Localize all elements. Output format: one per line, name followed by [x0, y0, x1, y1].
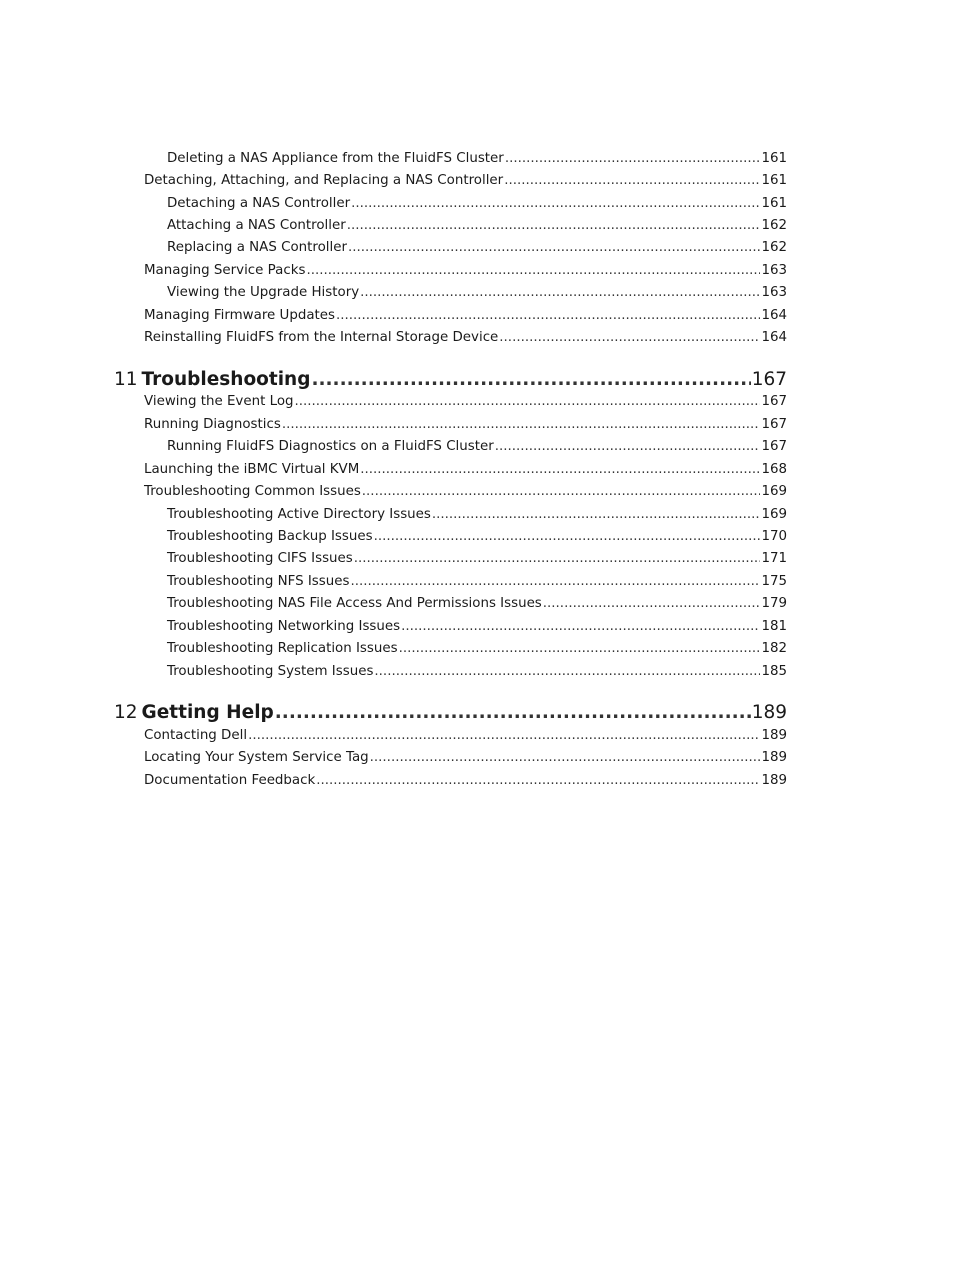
toc-page-number: 162 [761, 240, 787, 255]
toc-entry[interactable] [144, 484, 787, 499]
toc-entry-title: Contacting Dell [144, 728, 248, 743]
toc-entry[interactable] [144, 462, 787, 477]
toc-dot-leader [248, 728, 760, 743]
toc-entry[interactable] [167, 596, 787, 611]
toc-dot-leader [316, 773, 760, 788]
toc-dot-leader [362, 484, 761, 499]
toc-dot-leader [543, 596, 761, 611]
toc-page-number: 181 [761, 619, 787, 634]
toc-dot-leader [360, 462, 760, 477]
toc-dot-leader [336, 308, 760, 323]
toc-entry-title: Troubleshooting Active Directory Issues [167, 507, 431, 522]
toc-entry[interactable] [144, 394, 787, 409]
toc-dot-leader [311, 369, 750, 390]
toc-entry[interactable] [167, 619, 787, 634]
toc-dot-leader [399, 641, 761, 656]
toc-entry[interactable] [167, 151, 787, 166]
toc-entry[interactable] [167, 551, 787, 566]
toc-entry[interactable] [144, 773, 787, 788]
toc-page-number: 182 [761, 641, 787, 656]
toc-entry-title: Detaching a NAS Controller [167, 196, 351, 211]
toc-page-number: 167 [761, 394, 787, 409]
toc-entry[interactable] [144, 173, 787, 188]
toc-chapter-number: 11 [114, 369, 138, 390]
toc-dot-leader [275, 702, 751, 723]
toc-page-number: 167 [751, 369, 787, 390]
toc-page-number: 170 [761, 529, 787, 544]
toc-entry-title: Troubleshooting NAS File Access And Permissions Issues [167, 596, 542, 611]
toc-page-number: 169 [761, 507, 787, 522]
toc-dot-leader [360, 285, 760, 300]
toc-page-number: 189 [751, 702, 787, 723]
toc-page-number: 163 [761, 285, 787, 300]
toc-entry-title: Locating Your System Service Tag [144, 750, 369, 765]
toc-entry-title: Running FluidFS Diagnostics on a FluidFS Cluster [167, 439, 494, 454]
toc-chapter-entry[interactable] [114, 369, 787, 390]
toc-entry-title: Troubleshooting Networking Issues [167, 619, 401, 634]
toc-entry-title: Detaching, Attaching, and Replacing a NAS Controller [144, 173, 504, 188]
toc-entry[interactable] [167, 574, 787, 589]
toc-dot-leader [374, 529, 761, 544]
toc-entry-title: Getting Help [141, 702, 274, 723]
toc-entry-title: Launching the iBMC Virtual KVM [144, 462, 360, 477]
toc-entry[interactable] [167, 664, 787, 679]
toc-entry-title: Managing Service Packs [144, 263, 306, 278]
toc-page-number: 169 [761, 484, 787, 499]
toc-dot-leader [295, 394, 761, 409]
toc-chapter-entry[interactable] [114, 702, 787, 723]
toc-page-number: 162 [761, 218, 787, 233]
toc-dot-leader [374, 664, 760, 679]
toc-page-number: 168 [761, 462, 787, 477]
toc-dot-leader [505, 151, 761, 166]
toc-dot-leader [499, 330, 760, 345]
toc-page-number: 167 [761, 417, 787, 432]
toc-entry-title: Reinstalling FluidFS from the Internal Storage Device [144, 330, 499, 345]
toc-entry[interactable] [167, 285, 787, 300]
toc-entry-title: Troubleshooting NFS Issues [167, 574, 350, 589]
toc-entry[interactable] [167, 196, 787, 211]
toc-page-number: 185 [761, 664, 787, 679]
toc-entry[interactable] [144, 308, 787, 323]
toc-entry-title: Replacing a NAS Controller [167, 240, 347, 255]
toc-entry[interactable] [144, 263, 787, 278]
toc-entry-title: Troubleshooting Replication Issues [167, 641, 398, 656]
toc-entry-title: Viewing the Upgrade History [167, 285, 360, 300]
toc-entry[interactable] [167, 439, 787, 454]
toc-dot-leader [351, 196, 760, 211]
toc-page-number: 189 [761, 750, 787, 765]
toc-page-number: 164 [761, 308, 787, 323]
toc-entry-title: Attaching a NAS Controller [167, 218, 346, 233]
toc-dot-leader [282, 417, 761, 432]
toc-entry-title: Troubleshooting System Issues [167, 664, 374, 679]
toc-entry[interactable] [167, 240, 787, 255]
toc-dot-leader [306, 263, 760, 278]
toc-dot-leader [347, 218, 761, 233]
toc-page-number: 189 [761, 773, 787, 788]
toc-entry[interactable] [167, 641, 787, 656]
toc-page-number: 161 [761, 196, 787, 211]
toc-dot-leader [348, 240, 760, 255]
toc-dot-leader [354, 551, 761, 566]
toc-page-number: 175 [761, 574, 787, 589]
toc-page-number: 167 [761, 439, 787, 454]
toc-entry-title: Troubleshooting [141, 369, 311, 390]
toc-dot-leader [432, 507, 761, 522]
toc-entry-title: Troubleshooting Backup Issues [167, 529, 373, 544]
toc-dot-leader [495, 439, 761, 454]
toc-dot-leader [370, 750, 761, 765]
toc-page-number: 163 [761, 263, 787, 278]
toc-dot-leader [350, 574, 760, 589]
toc-entry[interactable] [144, 330, 787, 345]
toc-page-number: 189 [761, 728, 787, 743]
toc-entry[interactable] [167, 218, 787, 233]
toc-entry[interactable] [144, 728, 787, 743]
toc-dot-leader [504, 173, 760, 188]
toc-entry-title: Viewing the Event Log [144, 394, 294, 409]
toc-page-number: 171 [761, 551, 787, 566]
toc-page-number: 164 [761, 330, 787, 345]
toc-entry-title: Documentation Feedback [144, 773, 316, 788]
toc-page-number: 161 [761, 151, 787, 166]
toc-chapter-number: 12 [114, 702, 138, 723]
toc-page-number: 161 [761, 173, 787, 188]
toc-entry[interactable] [167, 507, 787, 522]
toc-entry-title: Running Diagnostics [144, 417, 281, 432]
toc-entry[interactable] [144, 417, 787, 432]
toc-entry[interactable] [144, 750, 787, 765]
toc-dot-leader [401, 619, 760, 634]
toc-entry[interactable] [167, 529, 787, 544]
toc-entry-title: Managing Firmware Updates [144, 308, 336, 323]
toc-entry-title: Deleting a NAS Appliance from the FluidFS Cluster [167, 151, 504, 166]
toc-entry-title: Troubleshooting CIFS Issues [167, 551, 353, 566]
toc-entry-title: Troubleshooting Common Issues [144, 484, 361, 499]
toc-page-number: 179 [761, 596, 787, 611]
